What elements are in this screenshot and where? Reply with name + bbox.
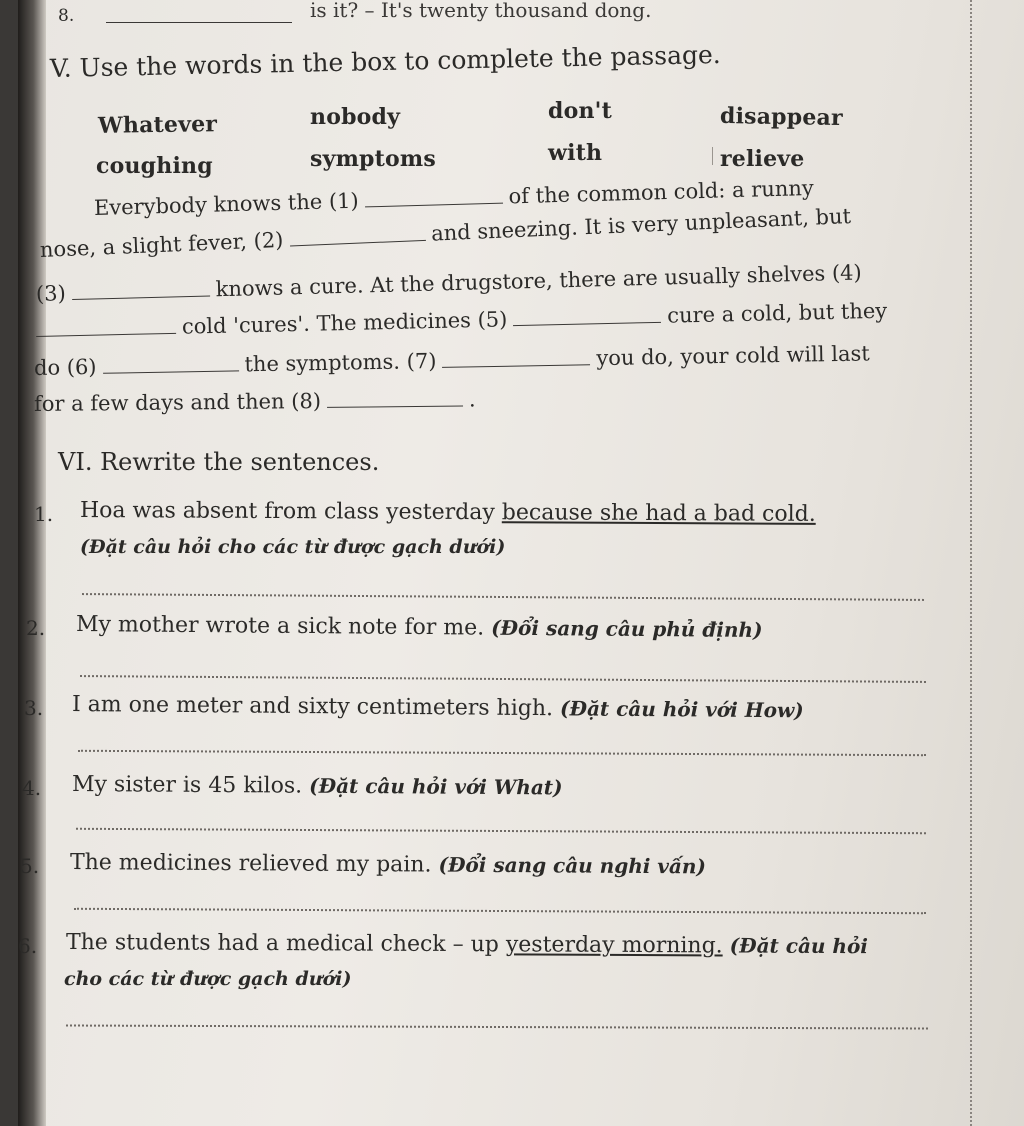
answer-line-5[interactable]	[74, 908, 926, 914]
item-underlined-text: because she had a bad cold.	[501, 500, 816, 527]
rewrite-item-4	[72, 772, 563, 800]
item-text: My sister is 45 kilos.	[71, 772, 303, 799]
answer-line-4[interactable]	[76, 828, 926, 834]
passage-text: do (6)	[33, 354, 97, 380]
passage-text: nose, a slight fever, (2)	[39, 227, 284, 262]
word-box-item: with	[548, 140, 603, 166]
answer-line-6[interactable]	[66, 1024, 928, 1029]
rewrite-item-3	[72, 692, 804, 723]
passage-text: for a few days and then (8)	[33, 388, 322, 416]
item-text: The students had a medical check – up	[65, 930, 499, 958]
item-note: (Đặt câu hỏi cho các từ được gạch dưới)	[80, 536, 506, 558]
word-box-item: Whatever	[97, 111, 218, 139]
item-number: 4.	[22, 776, 42, 800]
section-5-title: V. Use the words in the box to complete the passage.	[49, 39, 721, 83]
item-note: (Đặt câu hỏi với How)	[559, 696, 804, 723]
passage-text: Everybody knows the (1)	[93, 188, 359, 220]
passage-text: cure a cold, but they	[667, 298, 888, 328]
item-text: My mother wrote a sick note for me.	[75, 612, 485, 641]
item-text: The medicines relieved my pain.	[69, 850, 432, 878]
item-number: 1.	[34, 502, 54, 526]
item-note: (Đổi sang câu nghi vấn)	[438, 852, 707, 879]
blank-1[interactable]	[365, 202, 503, 208]
item-note: (Đặt câu hỏi với What)	[309, 773, 563, 800]
item-number: 2.	[26, 616, 46, 640]
blank-2[interactable]	[290, 239, 426, 247]
word-box-item: don't	[548, 98, 612, 124]
item-8-blank	[106, 22, 292, 23]
blank-3[interactable]	[72, 294, 210, 300]
item-underlined-text: yesterday morning.	[505, 932, 723, 959]
passage-text: .	[468, 387, 476, 412]
word-box-item: nobody	[310, 104, 401, 130]
rewrite-item-1	[80, 498, 816, 527]
word-box-item: disappear	[719, 102, 844, 132]
blank-7[interactable]	[442, 363, 590, 368]
passage-line-5	[34, 341, 870, 380]
item-text: Hoa was absent from class yesterday	[79, 498, 495, 526]
blank-6[interactable]	[103, 369, 239, 373]
word-box-mark	[712, 147, 713, 165]
item-number: 6.	[18, 934, 38, 958]
item-note: cho các từ được gạch dưới)	[64, 968, 352, 990]
passage-line-4	[36, 299, 888, 342]
word-box-item: relieve	[720, 146, 805, 172]
blank-4[interactable]	[36, 332, 176, 337]
passage-text: of the common cold: a runny	[508, 175, 815, 209]
answer-line-1[interactable]	[82, 593, 924, 601]
item-8-number: 8.	[58, 6, 75, 26]
word-box-item: coughing	[96, 153, 213, 179]
blank-8[interactable]	[327, 405, 463, 408]
item-note: (Đổi sang câu phủ định)	[491, 615, 763, 642]
item-number: 3.	[24, 696, 44, 720]
item-number: 5.	[20, 854, 40, 878]
passage-line-3	[36, 260, 862, 306]
rewrite-item-5	[70, 850, 706, 879]
section-6-title: VI. Rewrite the sentences.	[58, 448, 380, 476]
passage-text: the symptoms. (7)	[244, 348, 437, 377]
passage-line-6	[34, 387, 476, 416]
passage-text: cold 'cures'. The medicines (5)	[181, 307, 508, 339]
answer-line-3[interactable]	[78, 750, 926, 756]
passage-text: knows a cure. At the drugstore, there are usually shelves (4)	[215, 260, 862, 302]
item-note: (Đặt câu hỏi	[729, 933, 868, 959]
rewrite-item-6	[66, 930, 868, 959]
passage-text: and sneezing. It is very unpleasant, but	[430, 204, 852, 246]
item-text: I am one meter and sixty centimeters high.	[71, 692, 554, 722]
item-8-text: is it? – It's twenty thousand dong.	[310, 0, 652, 22]
blank-5[interactable]	[513, 321, 661, 326]
page-perforation	[970, 0, 972, 1126]
passage-text: you do, your cold will last	[596, 341, 870, 371]
answer-line-2[interactable]	[80, 675, 926, 683]
word-box-item: symptoms	[310, 146, 436, 172]
rewrite-item-2	[76, 612, 763, 643]
worksheet-page	[18, 0, 1024, 1126]
passage-text: (3)	[35, 281, 67, 306]
